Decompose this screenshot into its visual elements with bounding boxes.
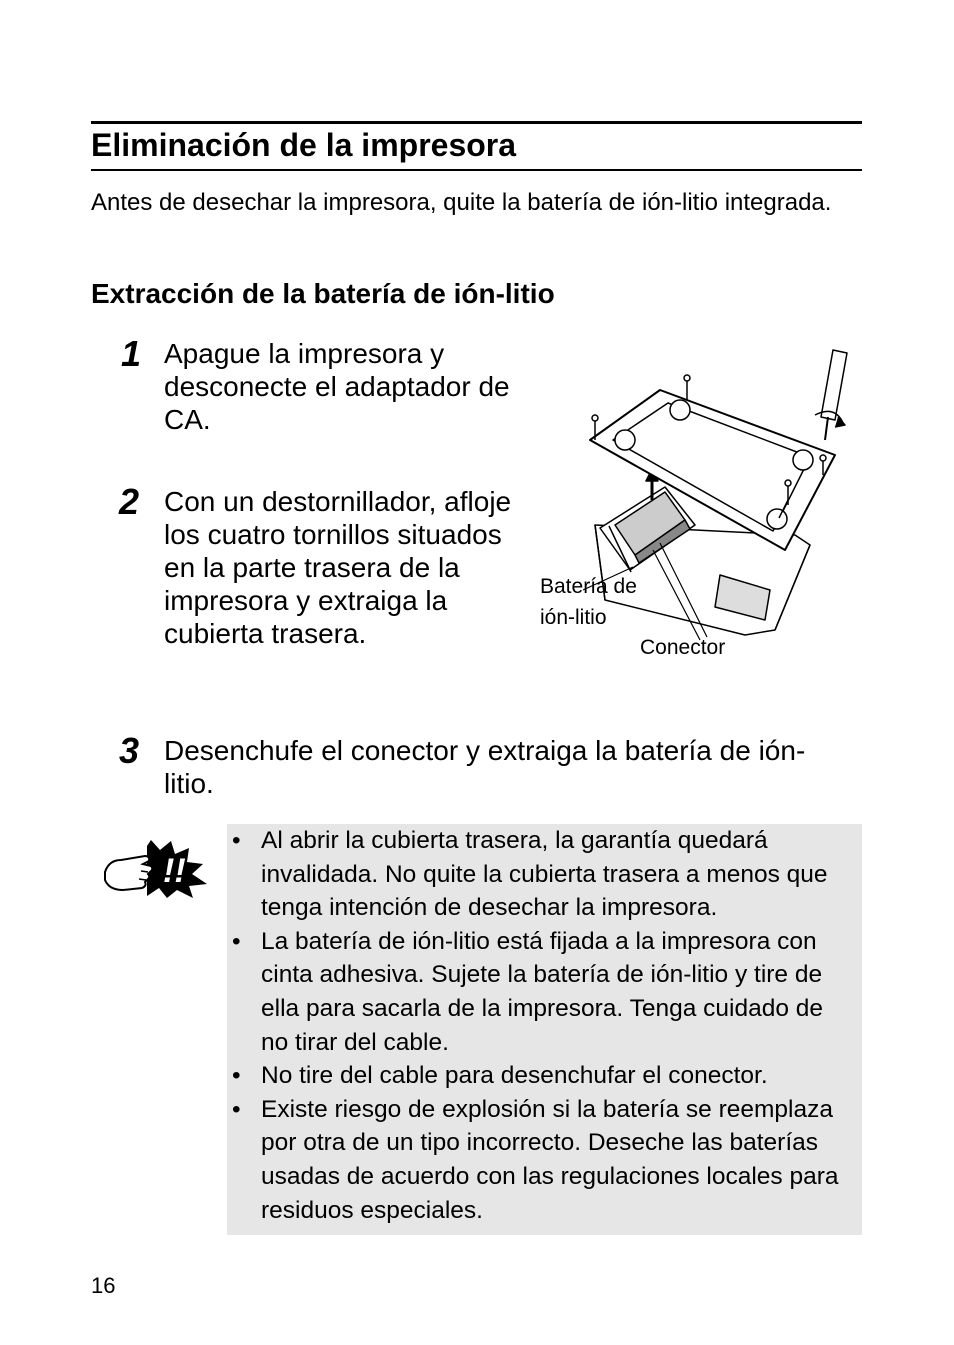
- step-1-number: 1: [121, 333, 142, 374]
- bullet: •: [232, 927, 241, 955]
- section-title: Eliminación de la impresora: [91, 127, 517, 163]
- label-battery-line1: Batería de: [540, 575, 637, 598]
- label-connector: Conector: [640, 636, 726, 659]
- subsection-title: Extracción de la batería de ión-litio: [91, 278, 555, 309]
- printer-illustration: [535, 345, 855, 670]
- bullet: •: [232, 1062, 241, 1090]
- step-1-text: Apague la impresora y desconecte el adaptador de CA.: [164, 338, 510, 435]
- note-item: [232, 1093, 856, 1227]
- note-item: [232, 925, 856, 1059]
- hand-pointing-exclamation-icon: [103, 838, 209, 898]
- note-text: No tire del cable para desenchufar el conector.: [261, 1062, 768, 1090]
- note-item: [232, 824, 856, 925]
- step-2-text: Con un destornillador, afloje los cuatro tornillos situados en la parte trasera de la impresora y extraiga la cubierta trasera.: [164, 486, 512, 649]
- bullet: •: [232, 1095, 241, 1123]
- step-3-number: 3: [119, 730, 140, 771]
- svg-text:!!: !!: [163, 852, 186, 890]
- notes-list: [232, 824, 856, 1227]
- step-3-text: Desenchufe el conector y extraiga la batería de ión-litio.: [164, 735, 806, 799]
- note-text: La batería de ión-litio está fijada a la impresora con cinta adhesiva. Sujete la batería de ión-litio y tire de ella para sacarla de la impresora. Tenga cuidado de no tirar del cable.: [261, 927, 824, 1056]
- battery-removal-figure: [535, 345, 855, 670]
- title-rule-bottom: [91, 169, 862, 171]
- intro-paragraph: Antes de desechar la impresora, quite la batería de ión-litio integrada.: [91, 189, 832, 216]
- label-battery-line2: ión-litio: [540, 606, 607, 629]
- note-item: [232, 1059, 856, 1093]
- bullet: •: [232, 827, 241, 854]
- note-text: Existe riesgo de explosión si la batería se reemplaza por otra de un tipo incorrecto. Deseche las baterías usadas de acuerdo con las regulaciones locales para residuos especiales.: [261, 1095, 839, 1224]
- step-2-number: 2: [119, 481, 140, 522]
- page-number: 16: [91, 1273, 116, 1298]
- note-text: Al abrir la cubierta trasera, la garantía quedará invalidada. No quite la cubierta trasera a menos que tenga intención de desechar la impresora.: [261, 827, 828, 922]
